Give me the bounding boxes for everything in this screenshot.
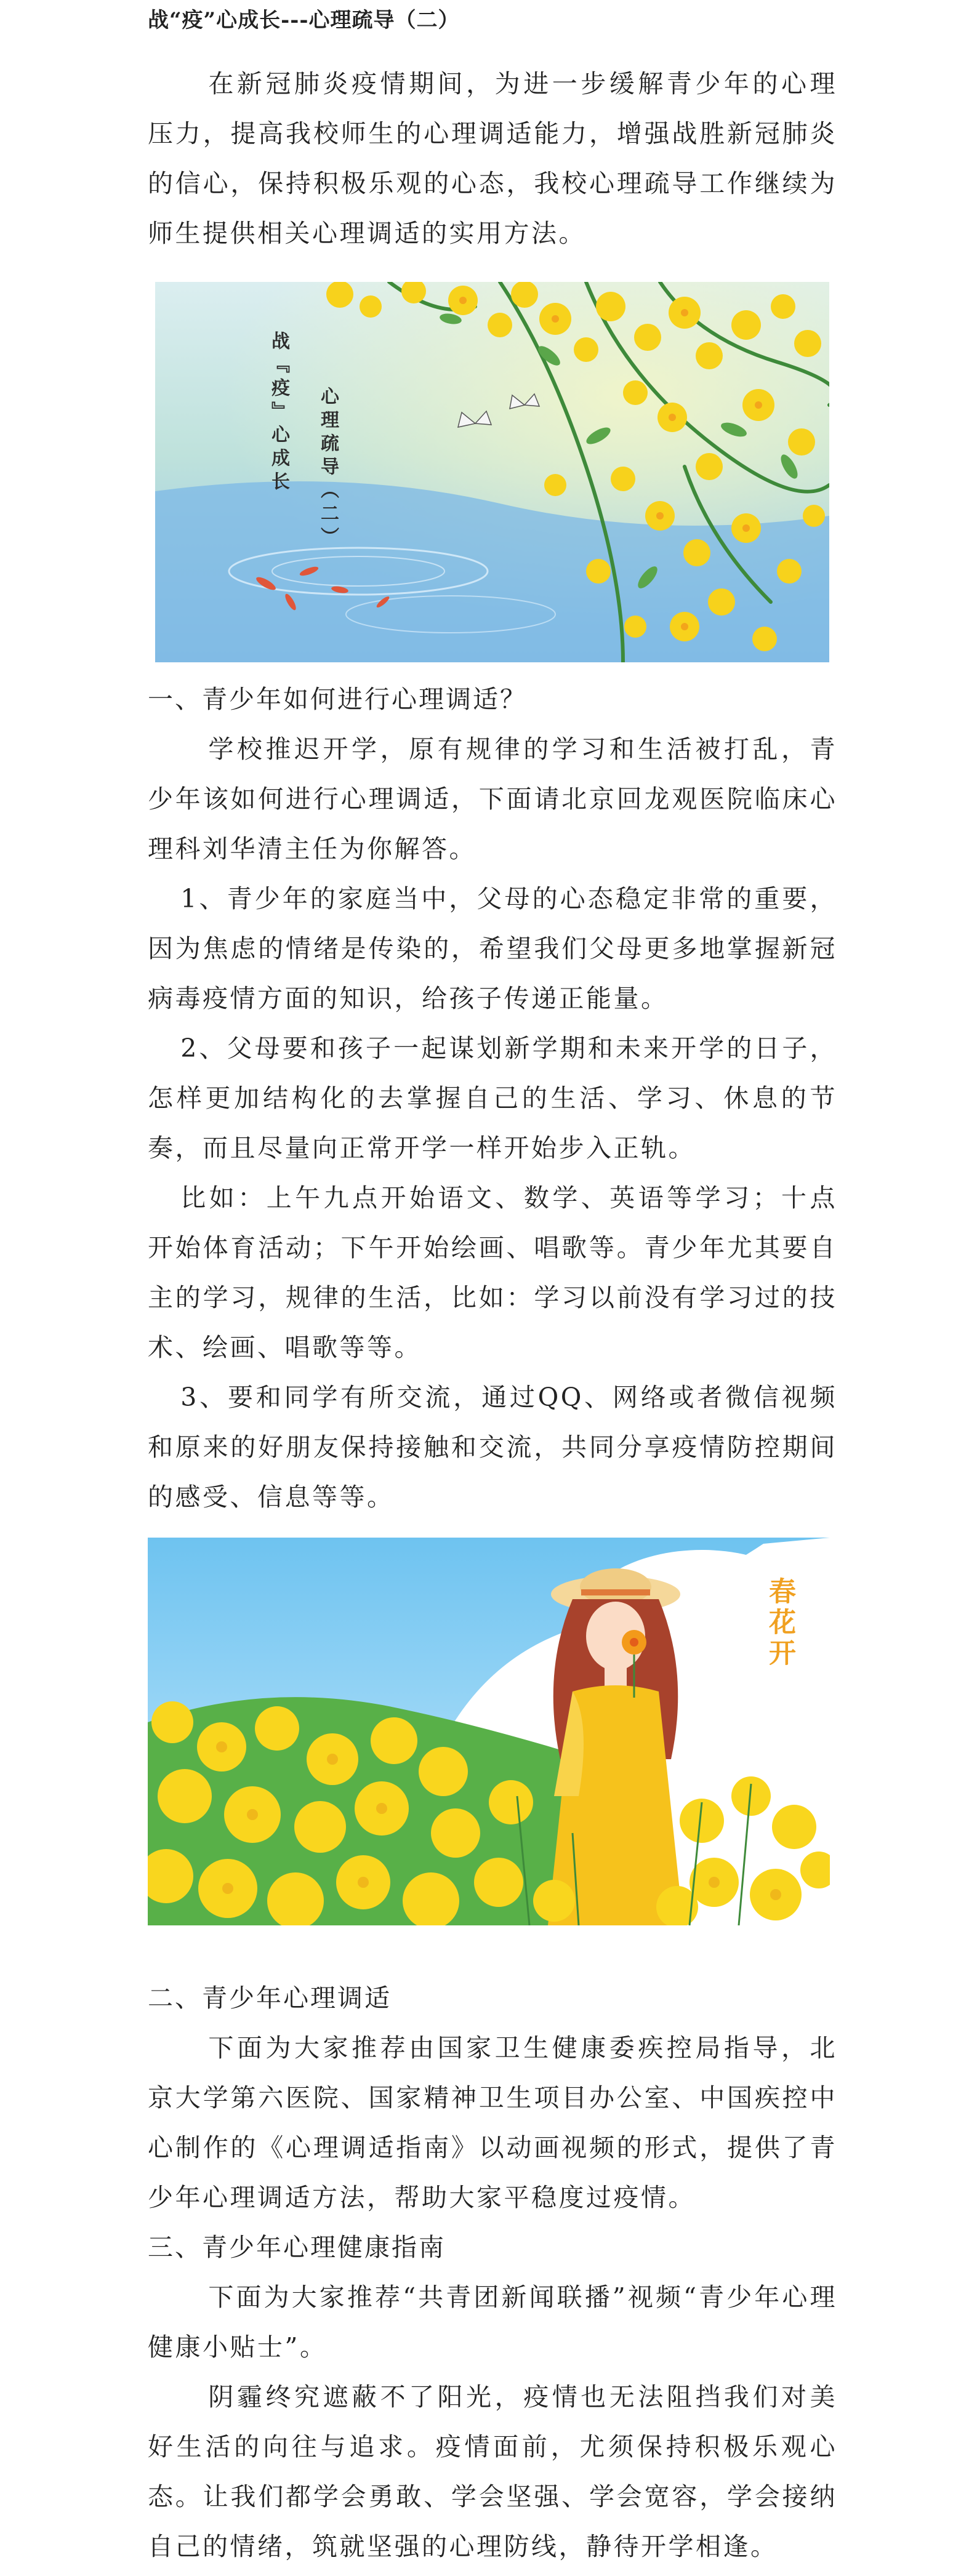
image1-vertical-title: 战『疫』心成长 bbox=[268, 331, 289, 495]
image2-vertical-text: 春花开 bbox=[764, 1577, 795, 1669]
jasmine-pond-drawing bbox=[155, 282, 829, 662]
girl-flowers-drawing bbox=[148, 1538, 830, 1925]
section1-paragraph-3: 2、父母要和孩子一起谋划新学期和未来开学的日子，怎样更加结构化的去掌握自己的生活、学习、休息的节奏，而且尽量向正常开学一样开始步入正轨。 bbox=[148, 1033, 837, 1163]
section1-paragraph-1: 学校推迟开学，原有规律的学习和生活被打乱，青少年该如何进行心理调适，下面请北京回龙观医院临床心理科刘华清主任为你解答。 bbox=[148, 734, 837, 864]
article-title: 战“疫”心成长---心理疏导（二） bbox=[148, 8, 460, 33]
intro-paragraph: 在新冠肺炎疫情期间，为进一步缓解青少年的心理压力，提高我校师生的心理调适能力，增强战胜新冠肺炎的信心，保持积极乐观的心态，我校心理疏导工作继续为师生提供相关心理调适的实用方法。 bbox=[148, 69, 837, 248]
illustration-jasmine-pond bbox=[155, 282, 829, 662]
section1-paragraph-2: 1、青少年的家庭当中，父母的心态稳定非常的重要，因为焦虑的情绪是传染的，希望我们父母更多地掌握新冠病毒疫情方面的知识，给孩子传递正能量。 bbox=[148, 884, 837, 1013]
girl-figure bbox=[548, 1568, 683, 1925]
illustration-girl-flowers bbox=[148, 1538, 830, 1925]
section3-paragraph-1: 下面为大家推荐“共青团新闻联播”视频“青少年心理健康小贴士”。 bbox=[148, 2282, 837, 2362]
section3-heading: 三、青少年心理健康指南 bbox=[148, 2233, 446, 2262]
section2-paragraph: 下面为大家推荐由国家卫生健康委疾控局指导，北京大学第六医院、国家精神卫生项目办公室、中国疾控中心制作的《心理调适指南》以动画视频的形式，提供了青少年心理调适方法，帮助大家平稳度过疫情。 bbox=[148, 2033, 837, 2212]
section2-heading: 二、青少年心理调适 bbox=[148, 1983, 392, 2013]
section1-heading: 一、青少年如何进行心理调适？ bbox=[148, 684, 527, 714]
section3-paragraph-2: 阴霾终究遮蔽不了阳光，疫情也无法阻挡我们对美好生活的向往与追求。疫情面前，尤须保持积极乐观心态。让我们都学会勇敢、学会坚强、学会宽容，学会接纳自己的情绪，筑就坚强的心理防线，静待开学相逢。 bbox=[148, 2382, 837, 2561]
section1-paragraph-5: 3、要和同学有所交流，通过QQ、网络或者微信视频和原来的好朋友保持接触和交流，共同分享疫情防控期间的感受、信息等等。 bbox=[148, 1382, 837, 1512]
image1-vertical-subtitle: 心理疏导（二） bbox=[317, 387, 339, 550]
section1-paragraph-4: 比如：上午九点开始语文、数学、英语等学习；十点开始体育活动；下午开始绘画、唱歌等。青少年尤其要自主的学习，规律的生活，比如：学习以前没有学习过的技术、绘画、唱歌等等。 bbox=[148, 1183, 837, 1362]
